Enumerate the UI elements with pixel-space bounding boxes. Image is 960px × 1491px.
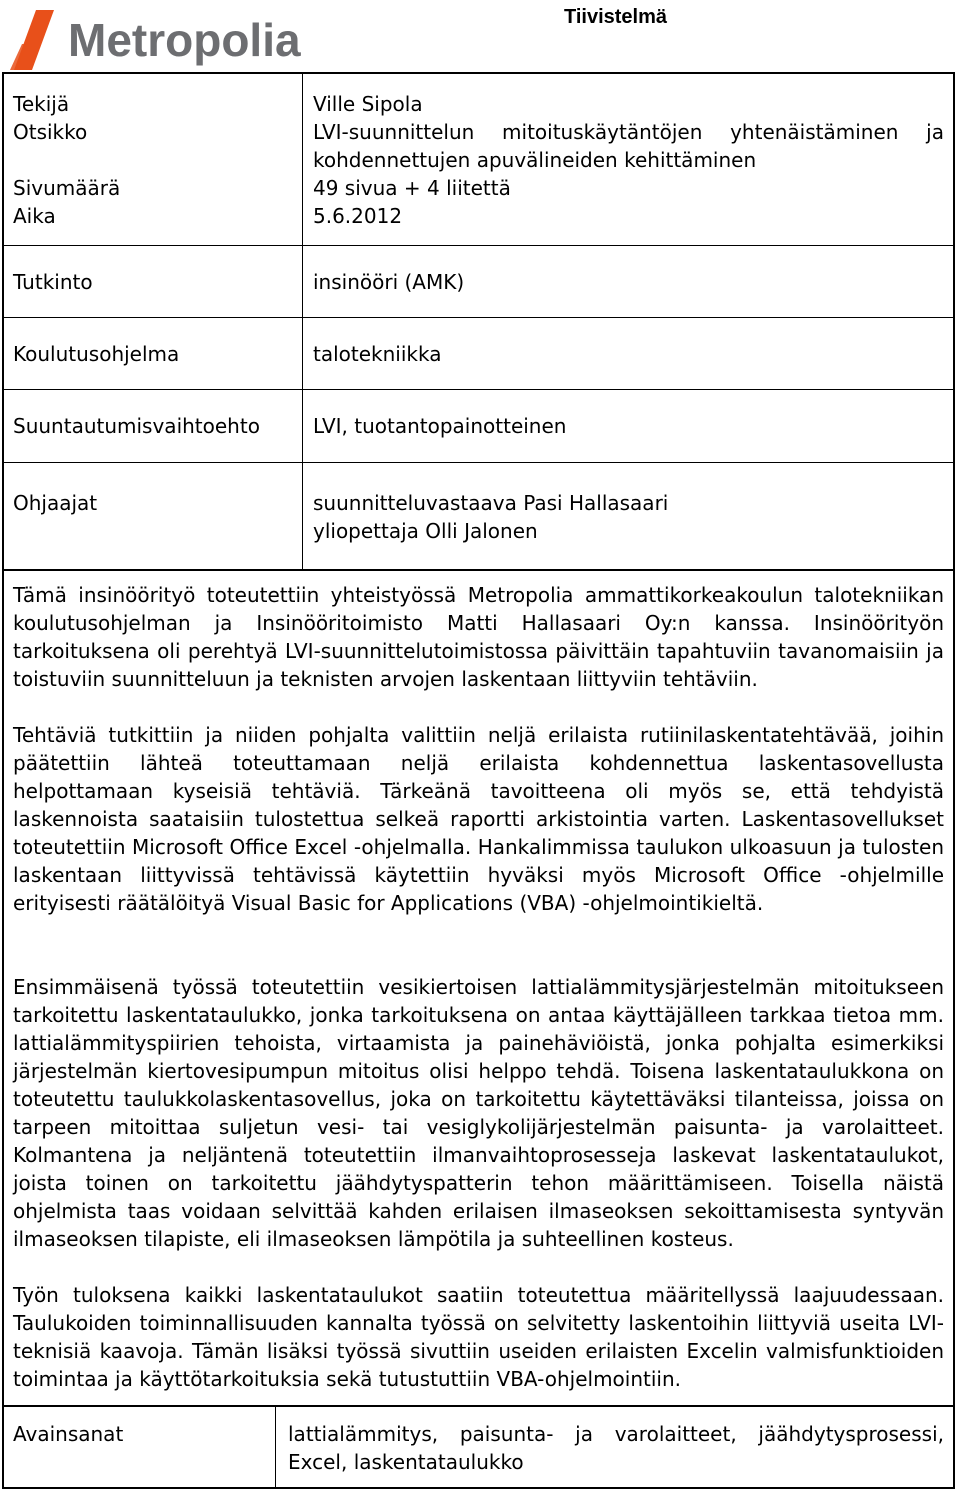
supervisors-label: Ohjaajat: [13, 491, 98, 515]
program-value: talotekniikka: [313, 342, 442, 366]
metropolia-logo: [8, 4, 318, 72]
abstract-paragraph-4: Työn tuloksena kaikki laskentataulukot saatiin toteutettua määritellyssä laajuudessaan. Taulukoiden toiminnallisuuden kannalta työssä on selvitetty laskentoihin liittyviä useita LVI-teknisiä kaavoja. Tämän lisäksi työssä sivuttiin useiden erilaisten Excelin valmisfunktioiden toimintaa ja käyttötarkoituksia sekä tutustuttiin VBA-ohjelmointiin.: [13, 1283, 944, 1391]
abstract-paragraph-1: Tämä insinöörityö toteutettiin yhteistyössä Metropolia ammattikorkeakoulun talotekniikan koulutusohjelman ja Insinööritoimisto Matti Hallasaari Oy:n kanssa. Insinöörityön tarkoituksena oli perehtyä LVI-suunnittelutoimistossa päivittäin tapahtuviin tavanomaisiin ja toistuviin suunnitteluun ja teknisten arvojen laskentaan liittyviin tehtäviin.: [13, 583, 944, 691]
info-row-supervisors: [4, 463, 953, 569]
info-row-program: [4, 318, 953, 390]
abstract-paragraph-2: Tehtäviä tutkittiin ja niiden pohjalta valittiin neljä erilaista rutiinilaskentatehtävää, joihin päätettiin lähteä toteuttamaan neljä erilaista kohdennettua laskentasovellusta helpottamaan kyseisiä tehtäviä. Tärkeänä tavoitteena oli myös se, että tehdyistä laskennoista saataisiin tulostettua selkeä raportti arkistointia varten. Laskentasovellukset toteutettiin Microsoft Office Excel -ohjelmalla. Hankalimmissa taulukon ulkoasuun ja tulosten laskentaan liittyvissä tehtävissä käytettiin hyväksi myös Microsoft Office -ohjelmille erityisesti räätälöityä Visual Basic for Applications (VBA) -ohjelmointikieltä.: [13, 723, 944, 915]
specialization-label: Suuntautumisvaihtoehto: [13, 414, 260, 438]
title-value-line2: kohdennettujen apuvälineiden kehittäminen: [313, 148, 757, 172]
logo-text: Metropolia: [68, 14, 301, 66]
keywords-table: [2, 1405, 955, 1489]
title-value-line1: LVI-suunnittelun mitoituskäytäntöjen yhtenäistäminen ja: [313, 120, 944, 144]
keywords-label: Avainsanat: [13, 1422, 124, 1446]
date-value: 5.6.2012: [313, 204, 403, 228]
supervisor-1: suunnitteluvastaava Pasi Hallasaari: [313, 491, 669, 515]
specialization-value: LVI, tuotantopainotteinen: [313, 414, 567, 438]
author-label: Tekijä: [13, 92, 70, 116]
info-table: [2, 72, 955, 571]
abstract-paragraph-3: Ensimmäisenä työssä toteutettiin vesikiertoisen lattialämmitysjärjestelmän mitoitukseen tarkoitettu laskentataulukko, jonka tarkoituksena on antaa käyttäjälleen tarkkaa tietoa mm. lattialämmityspiirien tehoista, virtaamista ja painehäviöistä, jonka pohjalta esimerkiksi järjestelmän kiertovesipumpun mitoitus olisi helppo tehdä. Toisena laskentataulukkona on toteutettu taulukkolaskentasovellus, joka on tarkoitettu käytettäväksi tilanteissa, joissa on tarpeen mitoittaa suljetun vesi- tai vesiglykolijärjestelmän paisunta- ja varolaitteet. Kolmantena ja neljäntenä toteutettiin ilmanvaihtoprosesseja laskevat laskentataulukot, joista toinen on tarkoitettu jäähdytyspatterin tehon määrittämiseen. Toisella näistä ohjelmista taas voidaan selvittää kahden erilaisen ilmaseoksen sekoittamisesta syntyvän ilmaseoksen tilapiste, eli ilmaseoksen lämpötila ja suhteellinen kosteus.: [13, 975, 944, 1251]
abstract-box: [2, 569, 955, 1407]
program-label: Koulutusohjelma: [13, 342, 180, 366]
info-row-specialization: [4, 390, 953, 463]
degree-value: insinööri (AMK): [313, 270, 465, 294]
date-label: Aika: [13, 204, 56, 228]
document-type-title: Tiivistelmä: [564, 6, 668, 28]
supervisor-2: yliopettaja Olli Jalonen: [313, 519, 538, 543]
info-row-degree: [4, 246, 953, 318]
degree-label: Tutkinto: [13, 270, 93, 294]
pages-label: Sivumäärä: [13, 176, 121, 200]
info-row-basic: [4, 74, 953, 246]
keywords-value: lattialämmitys, paisunta- ja varolaitteet, jäähdytysprosessi, Excel, laskentataulukko: [288, 1422, 944, 1474]
pages-value: 49 sivua + 4 liitettä: [313, 176, 511, 200]
title-label: Otsikko: [13, 120, 88, 144]
author-value: Ville Sipola: [313, 92, 423, 116]
